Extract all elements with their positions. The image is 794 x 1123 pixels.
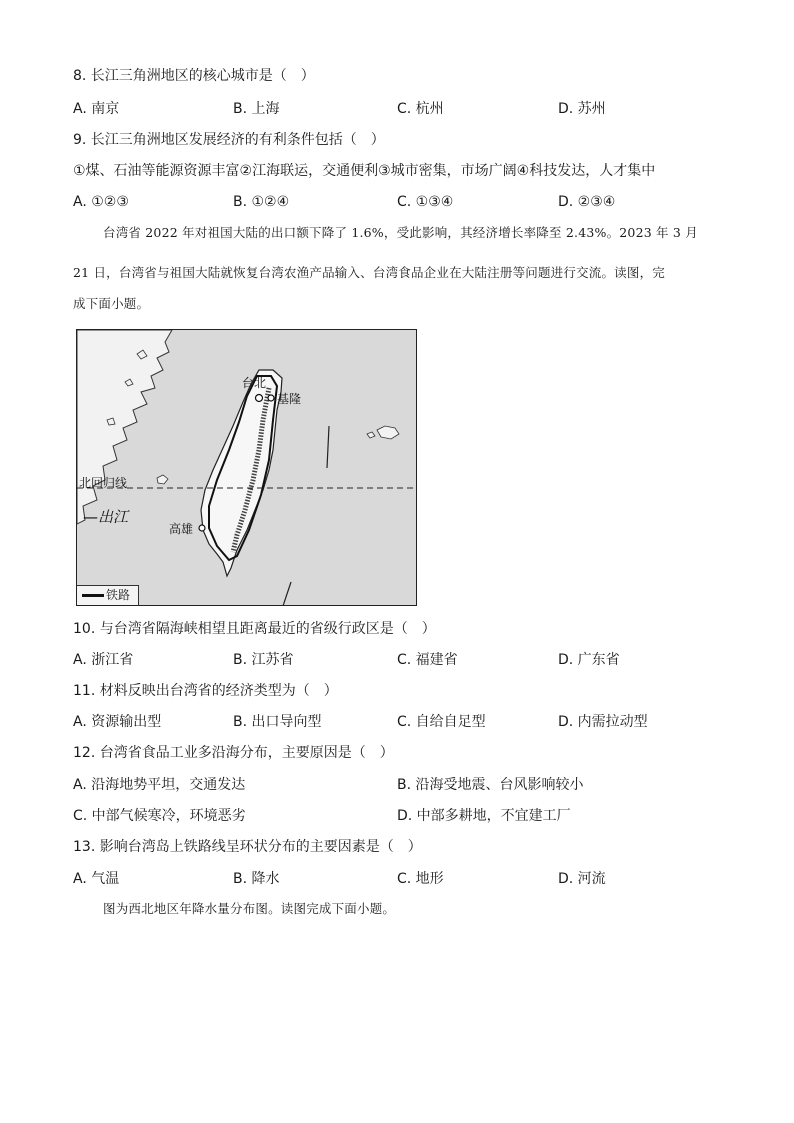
- q11-option-c: C. 自给自足型: [397, 714, 486, 730]
- q13-option-c: C. 地形: [397, 871, 444, 887]
- q8-stem: 8. 长江三角洲地区的核心城市是（ ）: [73, 68, 315, 84]
- kaohsiung-dot: [199, 525, 205, 531]
- q10-option-b: B. 江苏省: [233, 652, 294, 668]
- q12-option-a: A. 沿海地势平坦，交通发达: [73, 777, 246, 793]
- q8-option-d: D. 苏州: [558, 101, 606, 117]
- taipei-dot: [256, 395, 263, 402]
- q11-option-d: D. 内需拉动型: [558, 714, 648, 730]
- q9-option-c: C. ①③④: [397, 194, 454, 210]
- q13-option-d: D. 河流: [558, 871, 606, 887]
- taiwan-map: [76, 329, 417, 606]
- q11-option-b: B. 出口导向型: [233, 714, 322, 730]
- q10-option-d: D. 广东省: [558, 652, 620, 668]
- mainland-coast: [77, 330, 172, 524]
- q9-option-b: B. ①②④: [233, 194, 290, 210]
- q13-option-b: B. 降水: [233, 871, 280, 887]
- q10-option-a: A. 浙江省: [73, 652, 134, 668]
- q8-option-a: A. 南京: [73, 101, 120, 117]
- q9-option-a: A. ①②③: [73, 194, 129, 210]
- q12-option-c: C. 中部气候寒冷，环境恶劣: [73, 808, 246, 824]
- q12-option-b: B. 沿海受地震、台风影响较小: [397, 777, 584, 793]
- label-handwriting: —出江: [83, 508, 129, 526]
- q11-option-a: A. 资源输出型: [73, 714, 162, 730]
- label-keelung: 基隆: [277, 392, 302, 406]
- q9-stem: 9. 长江三角洲地区发展经济的有利条件包括（ ）: [73, 132, 385, 148]
- q9-conditions: ①煤、石油等能源资源丰富②江海联运，交通便利③城市密集，市场广阔④科技发达，人才集中: [73, 163, 656, 179]
- q10-stem: 10. 与台湾省隔海峡相望且距离最近的省级行政区是（ ）: [73, 621, 436, 637]
- q8-option-b: B. 上海: [233, 101, 280, 117]
- taiwan-map-drawing: [77, 330, 417, 606]
- next-section-intro: 图为西北地区年降水量分布图。读图完成下面小题。: [103, 901, 396, 916]
- q8-option-c: C. 杭州: [397, 101, 444, 117]
- q11-stem: 11. 材料反映出台湾省的经济类型为（ ）: [73, 683, 338, 699]
- material-line-3: 成下面小题。: [73, 296, 150, 311]
- q13-option-a: A. 气温: [73, 871, 120, 887]
- railway-legend-icon: [82, 594, 104, 597]
- keelung-dot: [268, 395, 274, 401]
- q13-stem: 13. 影响台湾岛上铁路线呈环状分布的主要因素是（ ）: [73, 839, 422, 855]
- q9-option-d: D. ②③④: [558, 194, 616, 210]
- label-kaohsiung: 高雄: [169, 522, 194, 536]
- material-line-2: 21 日，台湾省与祖国大陆就恢复台湾农渔产品输入、台湾食品企业在大陆注册等问题进行交流。读图，完: [73, 265, 665, 280]
- label-tropic-of-cancer: 北回归线: [79, 476, 128, 490]
- map-legend: [77, 585, 139, 605]
- q12-option-d: D. 中部多耕地，不宜建工厂: [397, 808, 571, 824]
- q12-stem: 12. 台湾省食品工业多沿海分布，主要原因是（ ）: [73, 745, 394, 761]
- legend-label: 铁路: [106, 588, 131, 602]
- label-taipei: 台北: [242, 376, 267, 390]
- material-line-1: 台湾省 2022 年对祖国大陆的出口额下降了 1.6%，受此影响，其经济增长率降至 2.43%。2023 年 3 月: [103, 225, 698, 240]
- q10-option-c: C. 福建省: [397, 652, 458, 668]
